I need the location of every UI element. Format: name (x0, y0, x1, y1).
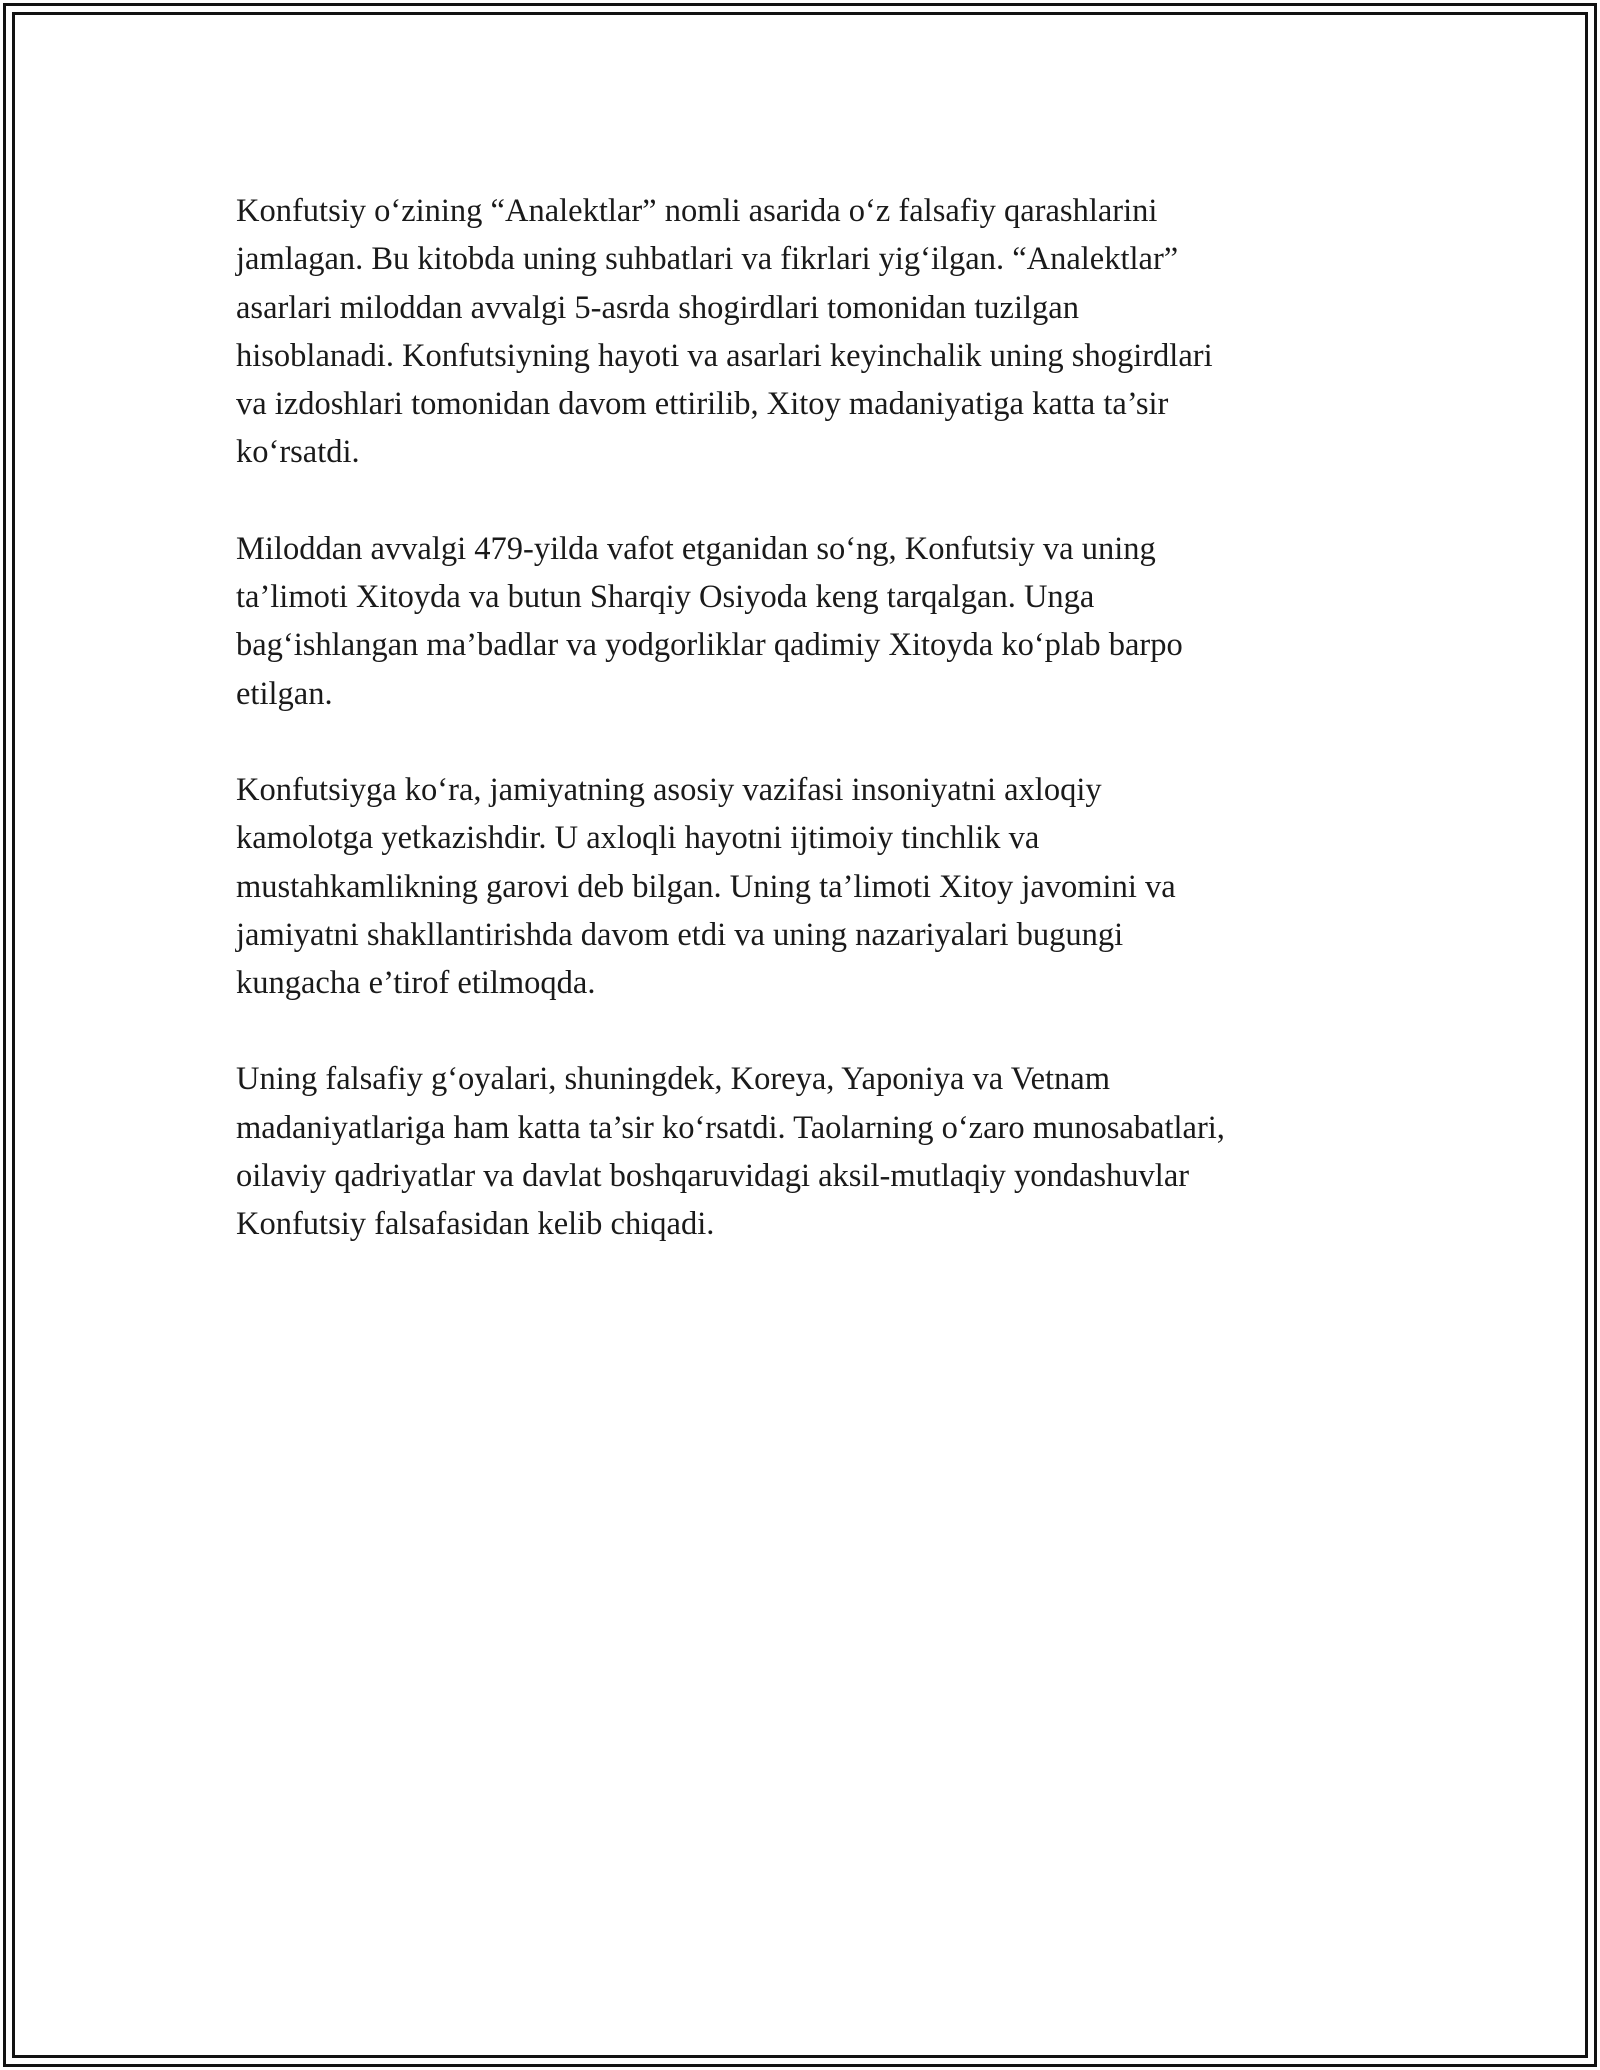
paragraph-east-asia-influence: Uning falsafiy g‘oyalari, shuningdek, Koreya, Yaponiya va Vetnam madaniyatlariga ham katta ta’sir ko‘rsatdi. Taolarning o‘zaro munosabatlari, oilaviy qadriyatlar va davlat boshqaruvidagi aksil-mutlaqiy yondashuvlar Konfutsiy falsafasidan kelib chiqadi. (236, 1061, 1225, 1243)
paragraph-moral-teaching: Konfutsiyga ko‘ra, jamiyatning asosiy vazifasi insoniyatni axloqiy kamolotga yetkazishdir. U axloqli hayotni ijtimoiy tinchlik va mustahkamlikning garovi deb bilgan. Uning ta’limoti Xitoy javomini va jamiyatni shakllantirishda davom etdi va uning nazariyalari bugungi kungacha e’tirof etilmoqda. (236, 771, 1176, 1002)
paragraph-legacy: Miloddan avvalgi 479-yilda vafot etganidan so‘ng, Konfutsiy va uning ta’limoti Xitoyda va butun Sharqiy Osiyoda keng tarqalgan. Unga bag‘ishlangan ma’badlar va yodgorliklar qadimiy Xitoyda ko‘plab barpo etilgan. (236, 530, 1183, 712)
document-body (236, 187, 1366, 1297)
paragraph-analects: Konfutsiy o‘zining “Analektlar” nomli asarida o‘z falsafiy qarashlarini jamlagan. Bu kitobda uning suhbatlari va fikrlari yig‘ilgan. “Analektlar” asarlari miloddan avvalgi 5-asrda shogirdlari tomonidan tuzilgan hisoblanadi. Konfutsiyning hayoti va asarlari keyinchalik uning shogirdlari va izdoshlari tomonidan davom ettirilib, Xitoy madaniyatiga katta ta’sir ko‘rsatdi. (236, 193, 1213, 471)
